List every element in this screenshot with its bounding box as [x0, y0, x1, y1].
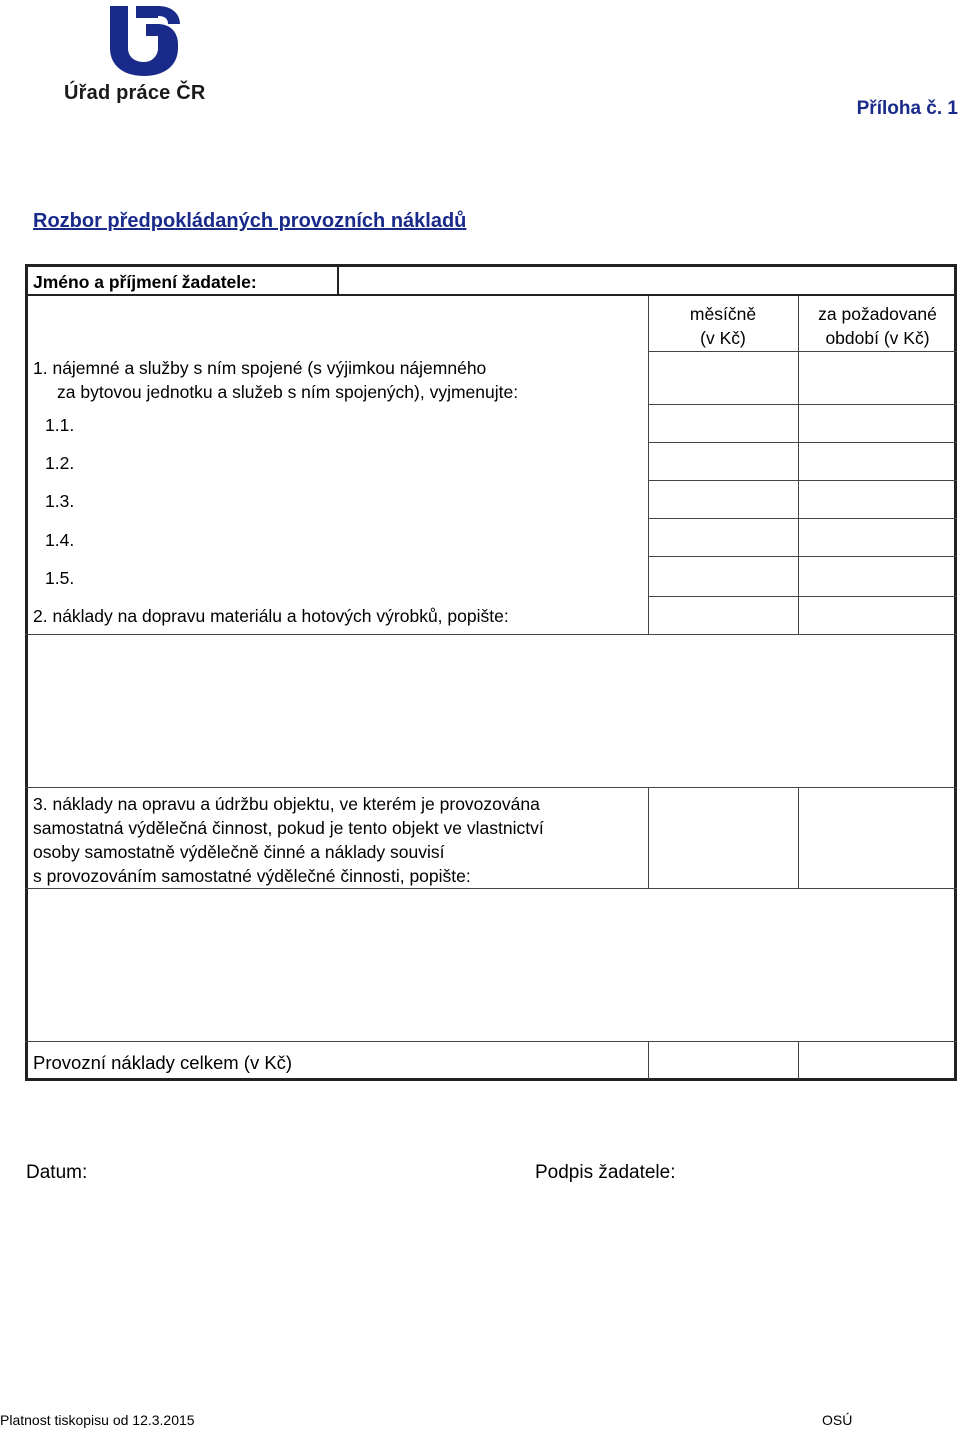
column-header-monthly-line1: měsíčně — [689, 304, 757, 324]
column-header-period — [798, 302, 957, 350]
date-label: Datum: — [26, 1162, 88, 1183]
section1-title-line1: 1. nájemné a služby s ním spojené (s výjimkou nájemného — [33, 358, 487, 378]
total-costs-label: Provozní náklady celkem (v Kč) — [33, 1052, 293, 1073]
row-divider — [25, 787, 957, 788]
column-header-period-line1: za požadované — [818, 304, 937, 324]
column-divider — [798, 787, 799, 889]
department-code: OSÚ — [822, 1412, 853, 1428]
section1-item: 1.1. — [45, 415, 75, 435]
row-divider — [648, 480, 957, 481]
section3-line: s provozováním samostatné výdělečné činnosti, popište: — [33, 866, 471, 886]
signature-label: Podpis žadatele: — [535, 1162, 676, 1183]
column-header-period-line2: období (v Kč) — [825, 328, 930, 348]
row-divider — [648, 404, 957, 405]
column-divider — [648, 1041, 649, 1079]
applicant-name-field[interactable] — [346, 270, 946, 294]
column-divider — [337, 266, 339, 296]
section2-description-area[interactable] — [28, 636, 954, 786]
section2-title: 2. náklady na dopravu materiálu a hotových výrobků, popište: — [33, 606, 509, 626]
section3-line: osoby samostatně výdělečně činné a náklady souvisí — [33, 842, 445, 862]
row-divider — [25, 888, 957, 889]
section1-item: 1.3. — [45, 491, 75, 511]
section3-line: 3. náklady na opravu a údržbu objektu, ve kterém je provozována — [33, 794, 540, 814]
row-divider — [648, 518, 957, 519]
row-divider — [648, 556, 957, 557]
form-title: Rozbor předpokládaných provozních nákladů — [33, 210, 467, 232]
row-divider — [25, 634, 957, 635]
row-divider — [648, 596, 957, 597]
section1-title-line2: za bytovou jednotku a služeb s ním spojených), vyjmenujte: — [57, 382, 519, 402]
column-divider — [648, 787, 649, 889]
row-divider — [648, 442, 957, 443]
section1-item: 1.5. — [45, 568, 75, 588]
section1-item: 1.4. — [45, 530, 75, 550]
section1-item: 1.2. — [45, 453, 75, 473]
row-divider — [25, 1041, 957, 1042]
column-header-monthly — [648, 302, 798, 350]
labour-office-logo-icon — [106, 4, 182, 78]
office-logo — [62, 4, 222, 108]
applicant-name-label: Jméno a příjmení žadatele: — [33, 272, 257, 292]
column-divider — [798, 1041, 799, 1079]
form-validity-note: Platnost tiskopisu od 12.3.2015 — [0, 1412, 195, 1428]
section3-line: samostatná výdělečná činnost, pokud je tento objekt ve vlastnictví — [33, 818, 544, 838]
column-header-monthly-line2: (v Kč) — [700, 328, 746, 348]
logo-text: Úřad práce ČR — [64, 82, 206, 104]
row-divider — [648, 351, 957, 352]
section3-description-area[interactable] — [28, 890, 954, 1040]
attachment-label: Příloha č. 1 — [856, 98, 958, 119]
row-divider — [25, 294, 957, 296]
